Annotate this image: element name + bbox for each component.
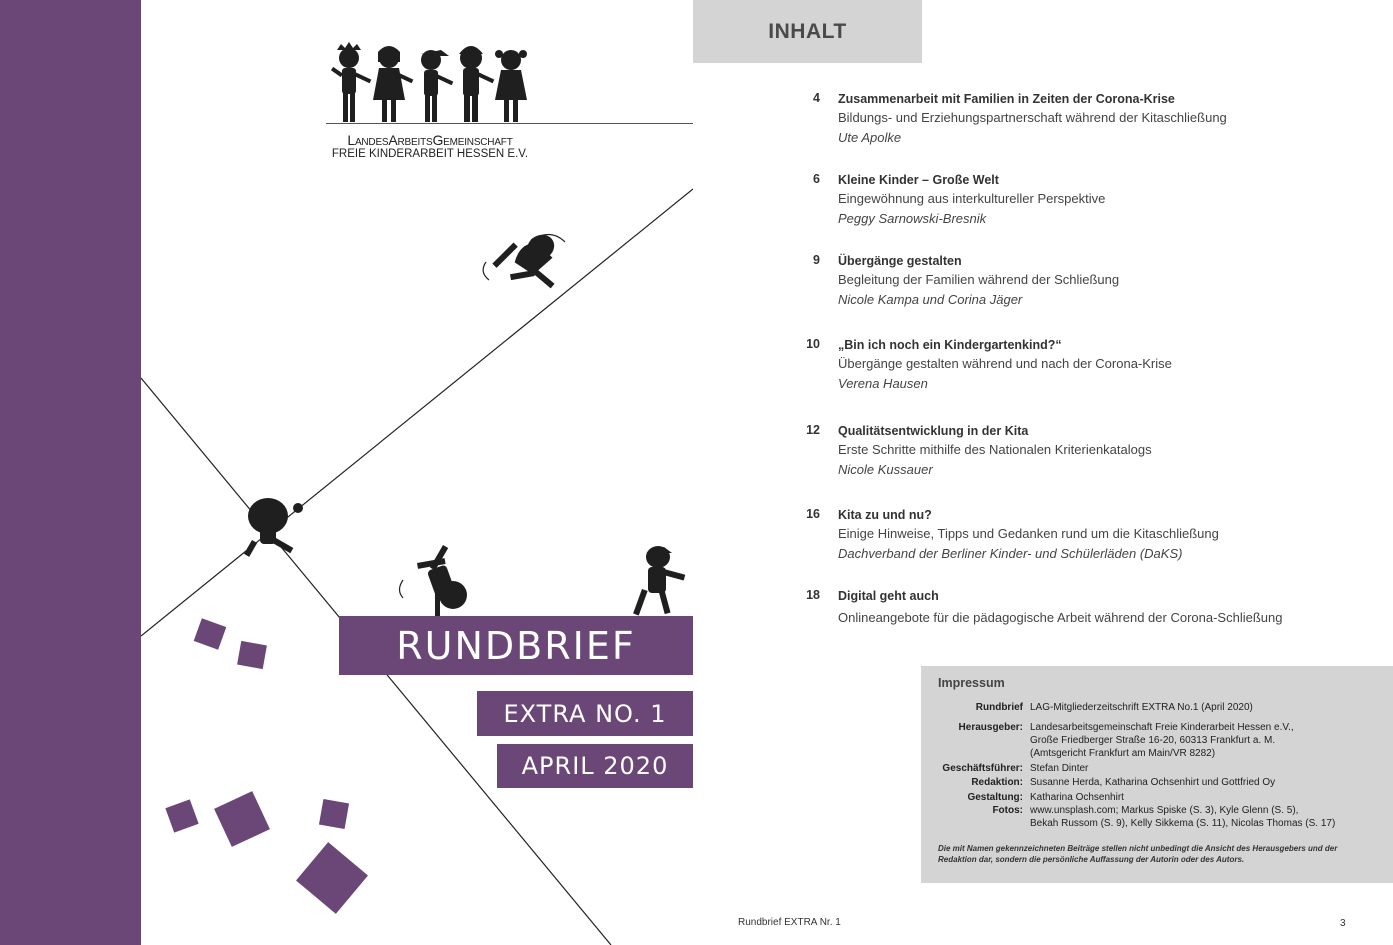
toc-author: Dachverband der Berliner Kinder- und Schülerläden (DaKS) [838, 546, 1183, 561]
logo-line-2: FREIE KINDERARBEIT HESSEN E.V. [331, 147, 529, 160]
toc-author: Verena Hausen [838, 376, 928, 391]
impressum-label: Rundbrief [975, 702, 1023, 713]
logo-line-1: LandesArbeitsGemeinschaft [347, 132, 513, 148]
impressum-box [921, 666, 1393, 883]
toc-title: Zusammenarbeit mit Familien in Zeiten der Corona-Krise [838, 92, 1175, 106]
impressum-value: Katharina Ochsenhirt [1030, 792, 1124, 803]
impressum-label: Redaktion: [971, 777, 1023, 788]
toc-page-number: 18 [806, 588, 820, 602]
impressum-label: Geschäftsführer: [942, 763, 1023, 774]
toc-author: Nicole Kussauer [838, 462, 933, 477]
impressum-value-line: Große Friedberger Straße 16-20, 60313 Frankfurt a. M. [1030, 735, 1276, 746]
toc-subtitle: Onlineangebote für die pädagogische Arbeit während der Corona-Schließung [838, 610, 1283, 625]
impressum-value-line: (Amtsgericht Frankfurt am Main/VR 8282) [1030, 748, 1216, 759]
decorative-squares [165, 618, 368, 914]
children-logo-icon [331, 42, 527, 122]
toc-author: Peggy Sarnowski-Bresnik [838, 211, 987, 226]
impressum-value [1030, 721, 1380, 760]
toc-subtitle: Eingewöhnung aus interkultureller Perspektive [838, 191, 1106, 206]
toc-page-number: 4 [813, 91, 820, 105]
impressum-value-line: Landesarbeitsgemeinschaft Freie Kinderarbeit Hessen e.V., [1030, 722, 1294, 733]
cover-date: APRIL 2020 [497, 744, 693, 788]
toc-title: Übergänge gestalten [838, 254, 962, 268]
toc-page-number: 9 [813, 253, 820, 267]
toc-page-number: 10 [806, 337, 820, 351]
toc-heading-box [693, 0, 922, 63]
purple-side-bar [0, 0, 141, 945]
logo-underline [326, 123, 693, 124]
cover-title: RUNDBRIEF [339, 616, 693, 675]
footer-page-number: 3 [1340, 918, 1346, 929]
toc-subtitle: Erste Schritte mithilfe des Nationalen Kriterienkatalogs [838, 442, 1152, 457]
impressum-label: Gestaltung: [967, 792, 1023, 803]
toc-title: Kita zu und nu? [838, 508, 932, 522]
walking-child-silhouette [633, 546, 685, 615]
hanging-child-silhouette [244, 498, 303, 557]
impressum-disclaimer: Die mit Namen gekennzeichneten Beiträge stellen nicht unbedingt die Ansicht des Herausgebers und der Redaktion dar, sondern die persönliche Auffassung der Autorin oder des Autors. [938, 844, 1338, 864]
cover-edition: EXTRA NO. 1 [477, 691, 693, 736]
diagonal-line-upper [141, 189, 693, 636]
toc-title: Qualitätsentwicklung in der Kita [838, 424, 1029, 438]
impressum-heading: Impressum [938, 676, 1005, 690]
toc-title: Kleine Kinder – Große Welt [838, 173, 999, 187]
toc-heading: INHALT [768, 19, 847, 43]
toc-author: Ute Apolke [838, 130, 902, 145]
impressum-value-line: Bekah Russom (S. 9), Kelly Sikkema (S. 11), Nicolas Thomas (S. 17) [1030, 818, 1336, 829]
falling-child-silhouette [488, 225, 573, 308]
toc-page-number: 6 [813, 172, 820, 186]
impressum-value [1030, 804, 1380, 830]
impressum-value: Susanne Herda, Katharina Ochsenhirt und Gottfried Oy [1030, 777, 1276, 788]
impressum-value-line: www.unsplash.com; Markus Spiske (S. 3), Kyle Glenn (S. 5), [1030, 805, 1299, 816]
impressum-value: LAG-Mitgliederzeitschrift EXTRA No.1 (April 2020) [1030, 702, 1253, 713]
impressum-label: Fotos: [992, 805, 1023, 816]
toc-subtitle: Begleitung der Familien während der Schließung [838, 272, 1120, 287]
impressum-value: Stefan Dinter [1030, 763, 1089, 774]
organization-logo-text [330, 133, 530, 160]
impressum-label: Herausgeber: [958, 722, 1023, 733]
footer-publication: Rundbrief EXTRA Nr. 1 [738, 917, 841, 928]
toc-author: Nicole Kampa und Corina Jäger [838, 292, 1023, 307]
toc-subtitle: Übergänge gestalten während und nach der Corona-Krise [838, 356, 1172, 371]
toc-subtitle: Einige Hinweise, Tipps und Gedanken rund um die Kitaschließung [838, 526, 1219, 541]
toc-page-number: 12 [806, 423, 820, 437]
toc-title: Digital geht auch [838, 589, 939, 603]
toc-subtitle: Bildungs- und Erziehungspartnerschaft während der Kitaschließung [838, 110, 1227, 125]
cartwheel-child-silhouette [417, 545, 467, 617]
toc-title: „Bin ich noch ein Kindergartenkind?“ [838, 338, 1062, 352]
toc-page-number: 16 [806, 507, 820, 521]
